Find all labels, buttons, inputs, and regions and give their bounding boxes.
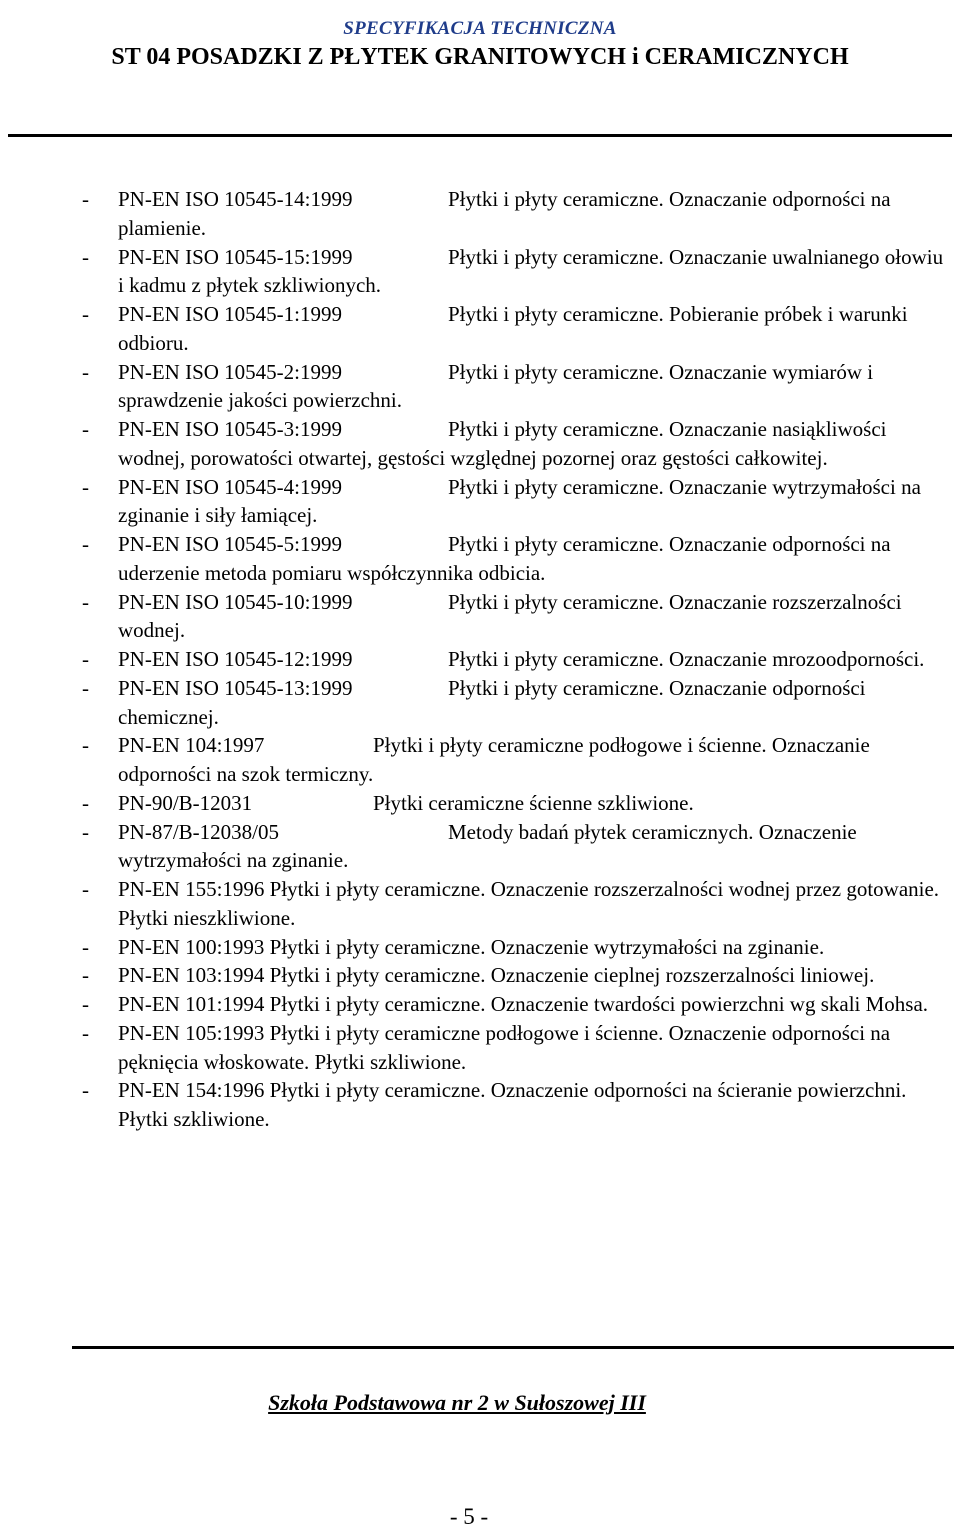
list-item [82, 185, 954, 243]
standard-code: PN-EN ISO 10545-2:1999 [118, 359, 342, 384]
list-item [82, 300, 954, 358]
list-item [82, 961, 954, 990]
list-dash: - [82, 1020, 89, 1045]
list-dash: - [82, 302, 89, 326]
list-item [82, 731, 954, 789]
standard-code: PN-EN ISO 10545-5:1999 [118, 532, 342, 556]
list-dash: - [82, 187, 89, 211]
standard-code: PN-EN ISO 10545-4:1999 [118, 474, 342, 499]
standard-description: Płytki i płyty ceramiczne. Oznaczanie odporności chemicznej. [118, 675, 866, 729]
standard-text: PN-EN 100:1993 Płytki i płyty ceramiczne. Oznaczenie wytrzymałości na zginanie. [118, 934, 825, 959]
list-dash: - [82, 733, 89, 758]
header-divider [8, 134, 952, 137]
standard-code: PN-87/B-12038/05 [118, 819, 280, 844]
list-dash: - [82, 675, 89, 700]
list-item [82, 358, 954, 416]
standard-description: Płytki i płyty ceramiczne podłogowe i ścienne. Oznaczanie odporności na szok termiczny. [118, 733, 870, 786]
standard-description: Metody badań płytek ceramicznych. Oznaczenie wytrzymałości na zginanie. [118, 819, 857, 873]
standard-code: PN-EN ISO 10545-14:1999 [118, 187, 353, 211]
list-dash: - [82, 244, 89, 269]
list-item [82, 875, 954, 933]
footer-school-name: Szkoła Podstawowa nr 2 w Sułoszowej III [268, 1390, 646, 1415]
list-dash: - [82, 934, 89, 959]
document-type: SPECYFIKACJA TECHNICZNA [343, 18, 617, 39]
list-dash: - [82, 1078, 89, 1103]
list-item [82, 1019, 954, 1077]
list-dash: - [82, 963, 89, 988]
standard-code: PN-EN ISO 10545-13:1999 [118, 675, 353, 700]
standards-list [82, 185, 954, 1134]
list-item [82, 818, 954, 876]
list-item [82, 530, 954, 588]
list-item [82, 473, 954, 531]
standard-code: PN-EN ISO 10545-3:1999 [118, 417, 342, 441]
list-dash: - [82, 877, 89, 901]
standard-description: Płytki i płyty ceramiczne. Oznaczanie mrozoodporności. [448, 647, 925, 671]
list-dash: - [82, 359, 89, 384]
standard-text: PN-EN 101:1994 Płytki i płyty ceramiczne. Oznaczenie twardości powierzchni wg skali Mohsa. [118, 992, 929, 1016]
list-dash: - [82, 417, 89, 441]
standard-code: PN-EN 104:1997 [118, 733, 265, 758]
standard-text: PN-EN 103:1994 Płytki i płyty ceramiczne. Oznaczenie cieplnej rozszerzalności liniowej. [118, 963, 875, 988]
list-dash: - [82, 819, 89, 844]
standard-description: Płytki i płyty ceramiczne. Oznaczanie wytrzymałości na zginanie i siły łamiącej. [118, 474, 921, 528]
standard-code: PN-EN ISO 10545-1:1999 [118, 302, 342, 326]
standard-text: PN-EN 154:1996 Płytki i płyty ceramiczne. Oznaczenie odporności na ścieranie powierzchni. Płytki szkliwione. [118, 1078, 907, 1131]
standard-code: PN-90/B-12031 [118, 790, 253, 815]
list-item [82, 415, 954, 473]
page-header [0, 18, 960, 72]
document-title: ST 04 POSADZKI Z PŁYTEK GRANITOWYCH i CERAMICZNYCH [111, 44, 849, 70]
standard-description: Płytki i płyty ceramiczne. Oznaczanie odporności na uderzenie metoda pomiaru współczynnika odbicia. [118, 532, 891, 585]
list-item [82, 674, 954, 732]
standard-description: Płytki i płyty ceramiczne. Oznaczanie nasiąkliwości wodnej, porowatości otwartej, gęstości względnej pozornej oraz gęstości całkowitej. [118, 417, 887, 470]
list-dash: - [82, 992, 89, 1016]
list-item [82, 588, 954, 646]
list-item [82, 645, 954, 674]
list-item [82, 243, 954, 301]
list-item [82, 990, 954, 1019]
standard-description: Płytki i płyty ceramiczne. Oznaczanie odporności na plamienie. [118, 187, 891, 240]
standard-description: Płytki i płyty ceramiczne. Oznaczanie rozszerzalności wodnej. [118, 589, 902, 643]
list-item [82, 1076, 954, 1134]
standard-description: Płytki ceramiczne ścienne szkliwione. [373, 790, 694, 815]
standard-description: Płytki i płyty ceramiczne. Pobieranie próbek i warunki odbioru. [118, 302, 908, 355]
list-dash: - [82, 532, 89, 556]
standard-text: PN-EN 155:1996 Płytki i płyty ceramiczne. Oznaczenie rozszerzalności wodnej przez gotowanie. Płytki nieszkliwione. [118, 877, 940, 930]
standard-code: PN-EN ISO 10545-12:1999 [118, 647, 353, 671]
standard-description: Płytki i płyty ceramiczne. Oznaczanie wymiarów i sprawdzenie jakości powierzchni. [118, 359, 874, 413]
list-dash: - [82, 647, 89, 671]
standard-code: PN-EN ISO 10545-10:1999 [118, 589, 353, 614]
standard-code: PN-EN ISO 10545-15:1999 [118, 244, 353, 269]
standard-text: PN-EN 105:1993 Płytki i płyty ceramiczne podłogowe i ścienne. Oznaczenie odporności na pęknięcia włoskowate. Płytki szkliwione. [118, 1020, 891, 1074]
page-number: - 5 - [449, 1504, 489, 1529]
standard-description: Płytki i płyty ceramiczne. Oznaczanie uwalnianego ołowiu i kadmu z płytek szkliwionych. [118, 244, 944, 298]
list-dash: - [82, 474, 89, 499]
footer-divider [72, 1346, 954, 1349]
list-item [82, 933, 954, 962]
list-dash: - [82, 589, 89, 614]
list-dash: - [82, 790, 89, 815]
list-item [82, 789, 954, 818]
